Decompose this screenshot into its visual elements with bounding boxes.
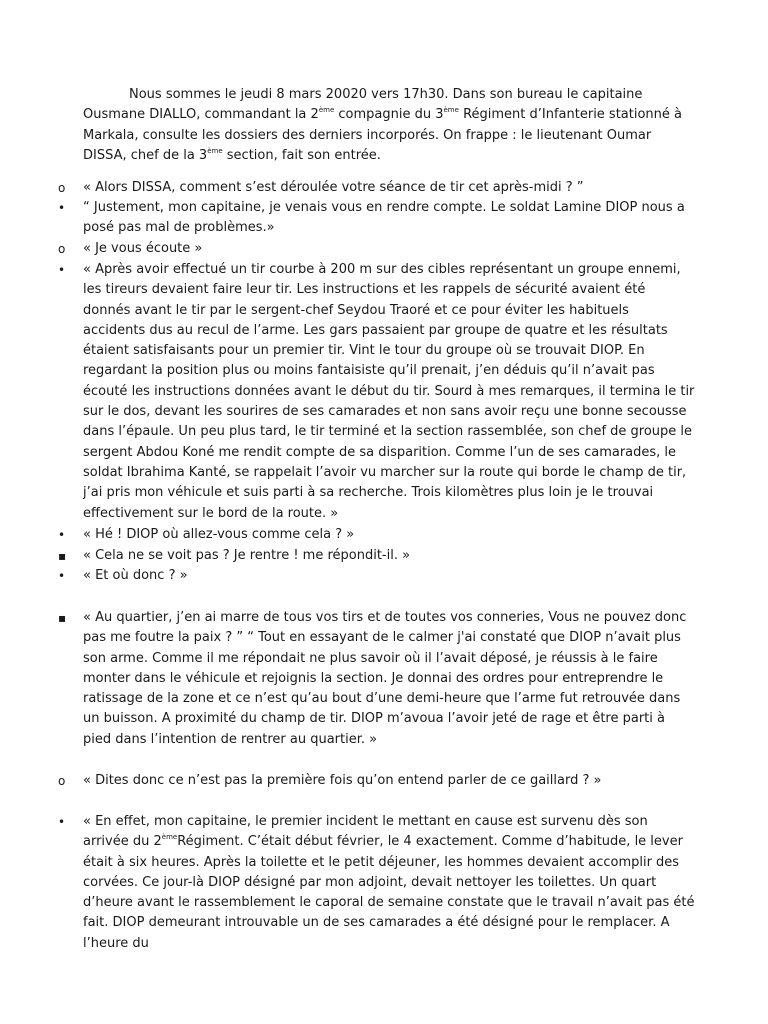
- dialogue-item: [58, 239, 698, 259]
- dialogue-text-part: « En effet, mon capitaine, le premier incident le mettant en cause est survenu dès son arrivée du 2: [83, 814, 648, 850]
- disc-bullet-icon: •: [58, 528, 66, 542]
- superscript: ème: [207, 146, 223, 155]
- circle-bullet-icon: o: [58, 774, 66, 788]
- intro-text-4: section, fait son entrée.: [222, 147, 381, 163]
- disc-bullet-icon: •: [58, 201, 66, 215]
- dialogue-item: [58, 812, 698, 954]
- superscript: ème: [161, 832, 178, 841]
- dialogue-item: [58, 260, 698, 524]
- intro-text-3: Régiment d’Infanterie stationné à Markala, consulte les dossiers des derniers incorporés. On frappe : le lieutenant Oumar DISSA, chef de la 3: [83, 107, 683, 163]
- square-bullet-icon: ▪: [58, 549, 67, 563]
- superscript: ème: [443, 105, 459, 114]
- superscript: ème: [318, 105, 335, 114]
- dialogue-item: [58, 525, 698, 545]
- dialogue-text: « Et où donc ? »: [83, 568, 188, 583]
- dialogue-text: [83, 812, 695, 954]
- dialogue-text: « Hé ! DIOP où allez-vous comme cela ? »: [83, 527, 355, 542]
- dialogue-text: “ Justement, mon capitaine, je venais vous en rendre compte. Le soldat Lamine DIOP nous a posé pas mal de problèmes.»: [83, 200, 685, 236]
- dialogue-text: « Cela ne se voit pas ? Je rentre ! me répondit-il. »: [83, 548, 411, 563]
- dialogue-text: « Dites donc ce n’est pas la première fois qu’on entend parler de ce gaillard ? »: [83, 773, 602, 788]
- disc-bullet-icon: •: [58, 263, 66, 277]
- circle-bullet-icon: o: [58, 242, 66, 256]
- dialogue-text: « Après avoir effectué un tir courbe à 200 m sur des cibles représentant un groupe ennemi, les tireurs devaient faire leur tir. Les instructions et les rappels de sécurité avaient été donnés avant le tir par le sergent-chef Seydou Traoré et ce pour éviter les habituels accidents dus au recul de l’arme. Les gars passaient par groupe de quatre et les résultats étaient satisfaisants pour un premier tir. Vint le tour du groupe où se trouvait DIOP. En regardant la position plus ou moins fantaisiste qu’il prenait, j’en déduis qu’il n’avait pas écouté les instructions données avant le début du tir. Sourd à mes remarques, il termina le tir sur le dos, devant les sourires de ses camarades et non sans avoir reçu une bonne secousse dans l’épaule. Un peu plus tard, le tir terminé et la section rassemblée, son chef de groupe le sergent Abdou Koné me rendit compte de sa disparition. Comme l’un de ses camarades, le soldat Ibrahima Kanté, se rappelait l’avoir vu marcher sur la route qui borde le champ de tir, j’ai pris mon véhicule et suis parti à sa recherche. Trois kilomètres plus loin je le trouvai effectivement sur le bord de la route. »: [83, 262, 695, 521]
- dialogue-item: [58, 771, 698, 791]
- square-bullet-icon: ▪: [58, 611, 67, 625]
- dialogue-text: « Je vous écoute »: [83, 241, 203, 256]
- dialogue-text-part: Régiment. C’était début février, le 4 exactement. Comme d’habitude, le lever était à six heures. Après la toilette et le petit déjeuner, les hommes devaient accomplir des corvées. Ce jour-là DIOP désigné par mon adjoint, devait nettoyer les toilettes. Un quart d’heure avant le rassemblement le caporal de semaine constate que le travail n’avait pas été fait. DIOP demeurant introuvable un de ses camarades a été désigné pour le remplacer. A l’heure du: [83, 834, 695, 951]
- disc-bullet-icon: •: [58, 815, 66, 829]
- circle-bullet-icon: o: [58, 181, 66, 195]
- dialogue-item: [58, 608, 698, 750]
- dialogue-text: « Alors DISSA, comment s’est déroulée votre séance de tir cet après-midi ? ”: [83, 180, 584, 195]
- intro-text-1: Nous sommes le jeudi 8 mars 20020 vers 17h30. Dans son bureau le capitaine Ousmane DIALLO, commandant la 2: [83, 87, 643, 123]
- disc-bullet-icon: •: [58, 569, 66, 583]
- dialogue-item: [58, 198, 698, 239]
- dialogue-item: [58, 566, 698, 586]
- intro-text-2: compagnie du 3: [334, 107, 444, 123]
- dialogue-text: « Au quartier, j’en ai marre de tous vos tirs et de toutes vos conneries, Vous ne pouvez donc pas me foutre la paix ? ” “ Tout en essayant de le calmer j'ai constaté que DIOP n’avait plus son arme. Comme il me répondait ne plus savoir où il l’avait déposé, je réussis à le faire monter dans le véhicule et rejoignis la section. Je donnai des ordres pour entreprendre le ratissage de la zone et ce n’est qu’au bout d’une demi-heure que l’arme fut retrouvée dans un buisson. A proximité du champ de tir. DIOP m’avoua l’avoir jeté de rage et être parti à pied dans l’intention de rentrer au quartier. »: [83, 610, 687, 747]
- intro-paragraph: [83, 85, 693, 166]
- dialogue-item: [58, 546, 698, 566]
- dialogue-item: [58, 178, 698, 198]
